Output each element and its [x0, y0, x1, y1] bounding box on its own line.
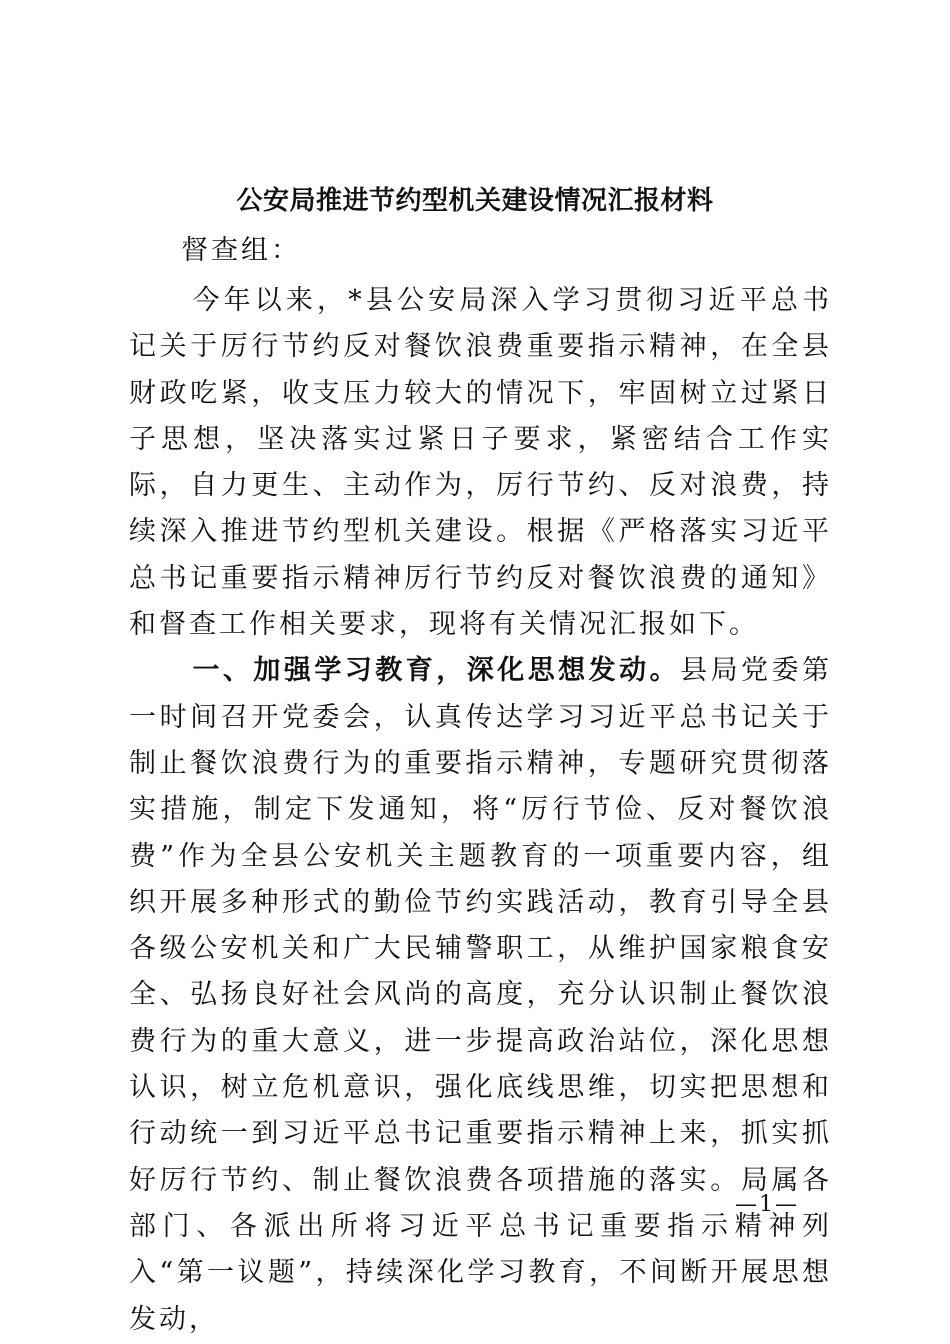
document-title: 公安局推进节约型机关建设情况汇报材料 [236, 186, 714, 216]
paragraph-text: 今年以来，*县公安局深入学习贯彻习近平总书记关于厉行节约反对餐饮浪费重要指示精神，在全县财政吃紧，收支压力较大的情况下，牢固树立过紧日子思想，坚决落实过紧日子要求，紧密结合工作实际，自力更生、主动作为，厉行节约、反对浪费，持续深入推进节约型机关建设。根据《严格落实习近平总书记重要指示精神厉行节约反对餐饮浪费的通知》和督查工作相关要求，现将有关情况汇报如下。 [129, 285, 832, 641]
salutation: 督查组： [181, 235, 301, 266]
paragraph-text: 县局党委第一时间召开党委会，认真传达学习习近平总书记关于制止餐饮浪费行为的重要指示精神，专题研究贯彻落实措施，制定下发通知，将“厉行节俭、反对餐饮浪费”作为全县公安机关主题教育的一项重要内容，组织开展多种形式的勤俭节约实践活动，教育引导全县各级公安机关和广大民辅警职工，从维护国家粮食安全、弘扬良好社会风尚的高度，充分认识制止餐饮浪费行为的重大意义，进一步提高政治站位，深化思想认识，树立危机意识，强化底线思维，切实把思想和行动统一到习近平总书记重要指示精神上来，抓实抓好厉行节约、制止餐饮浪费各项措施的落实。局属各部门、各派出所将习近平总书记重要指示精神列入“第一议题”，持续深化学习教育，不间断开展思想发动， [129, 655, 833, 1335]
document-body [129, 278, 832, 1343]
page-number: —1— [735, 1192, 799, 1217]
paragraph-section-1 [129, 648, 832, 1342]
section-heading: 一、加强学习教育，深化思想发动。 [192, 655, 681, 687]
paragraph-intro [129, 278, 832, 648]
